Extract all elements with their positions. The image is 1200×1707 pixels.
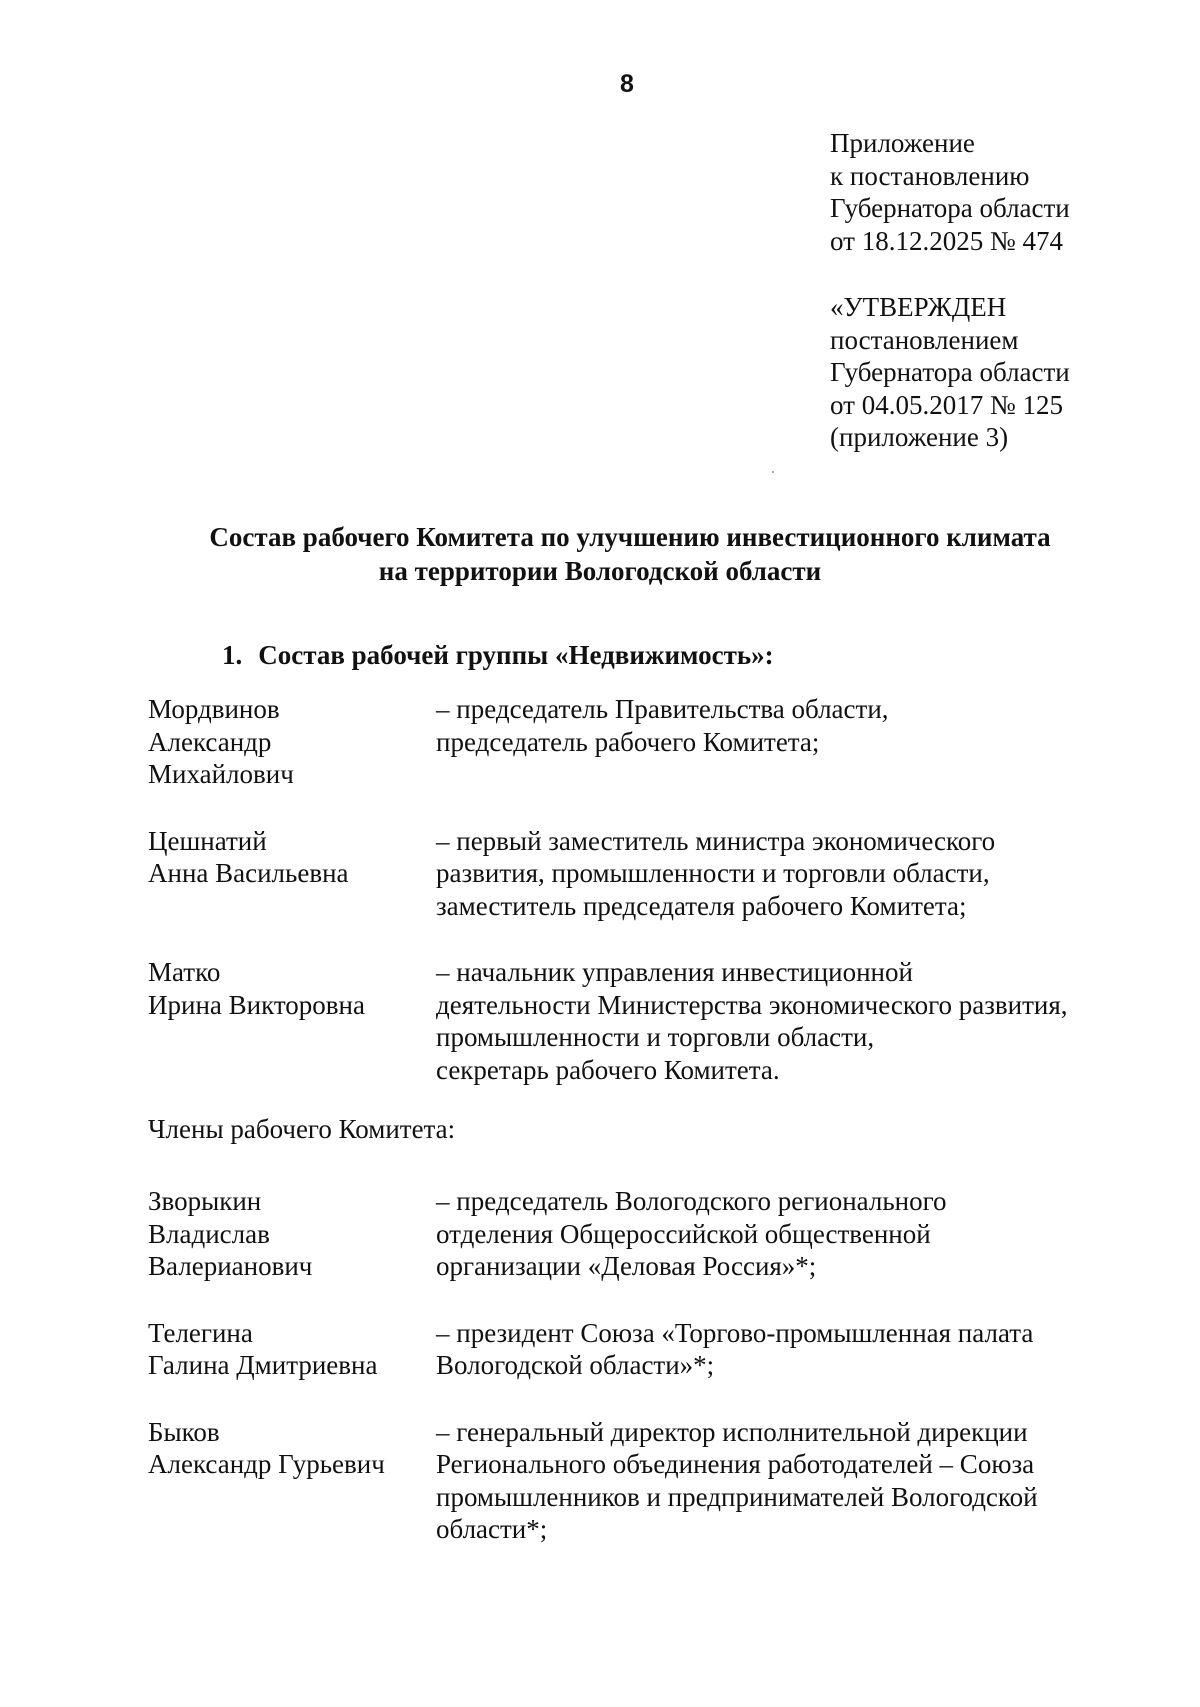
approved-line: Губернатора области bbox=[830, 357, 1070, 387]
name-line: Владислав bbox=[148, 1218, 270, 1249]
members-list bbox=[148, 1185, 1148, 1546]
member-name bbox=[148, 825, 436, 923]
title-line-2: на территории Вологодской области bbox=[378, 556, 822, 586]
list-item bbox=[148, 1185, 1148, 1283]
role-line: – председатель Вологодского регионального bbox=[436, 1186, 947, 1216]
role-line: – первый заместитель министра экономического bbox=[436, 825, 996, 856]
member-role bbox=[436, 1416, 1148, 1546]
name-line: Галина Дмитриевна bbox=[148, 1350, 378, 1380]
section-title: Состав рабочей группы «Недвижимость»: bbox=[258, 640, 774, 670]
role-line: промышленников и предпринимателей Вологодской bbox=[436, 1481, 1038, 1512]
list-item bbox=[148, 825, 1148, 923]
list-item bbox=[148, 956, 1148, 1086]
page-number: 8 bbox=[620, 70, 634, 98]
member-name bbox=[148, 693, 436, 791]
name-line: Ирина Викторовна bbox=[148, 989, 365, 1020]
section-heading bbox=[222, 640, 774, 671]
name-line: Валерианович bbox=[148, 1251, 313, 1281]
scan-speck bbox=[772, 471, 774, 473]
leadership-list bbox=[148, 693, 1148, 1086]
members-label: Члены рабочего Комитета: bbox=[148, 1114, 456, 1144]
role-line: деятельности Министерства экономического развития, bbox=[436, 989, 1068, 1020]
appendix-line: Приложение bbox=[830, 128, 975, 158]
section-number: 1. bbox=[222, 640, 243, 670]
list-item bbox=[148, 693, 1148, 791]
approved-line: от 04.05.2017 № 125 bbox=[830, 389, 1063, 420]
role-line: заместитель председателя рабочего Комитета; bbox=[436, 890, 967, 921]
role-line: Вологодской области»*; bbox=[436, 1350, 715, 1380]
name-line: Зворыкин bbox=[148, 1186, 262, 1216]
appendix-line: Губернатора области bbox=[830, 193, 1070, 223]
role-line: области*; bbox=[436, 1514, 548, 1544]
member-name bbox=[148, 956, 436, 1086]
role-line: Регионального объединения работодателей – Союза bbox=[436, 1449, 1035, 1479]
appendix-header bbox=[830, 127, 1170, 257]
name-line: Матко bbox=[148, 957, 221, 987]
member-role bbox=[436, 1317, 1148, 1382]
member-role bbox=[436, 956, 1148, 1086]
approved-line: постановлением bbox=[830, 324, 1019, 355]
member-role bbox=[436, 1185, 1148, 1283]
approved-header bbox=[830, 291, 1170, 454]
role-line: – председатель Правительства области, bbox=[436, 694, 889, 724]
approved-line: (приложение 3) bbox=[830, 422, 1009, 452]
role-line: – генеральный директор исполнительной дирекции bbox=[436, 1416, 1028, 1447]
list-item bbox=[148, 1317, 1148, 1382]
appendix-line: к постановлению bbox=[830, 160, 1030, 191]
member-name bbox=[148, 1317, 436, 1382]
name-line: Телегина bbox=[148, 1317, 253, 1348]
name-line: Александр bbox=[148, 726, 272, 757]
role-line: секретарь рабочего Комитета. bbox=[436, 1054, 780, 1085]
name-line: Цешнатий bbox=[148, 825, 267, 856]
member-name bbox=[148, 1416, 436, 1546]
document-title bbox=[0, 520, 1200, 588]
name-line: Мордвинов bbox=[148, 694, 280, 724]
member-role bbox=[436, 825, 1148, 923]
appendix-line: от 18.12.2025 № 474 bbox=[830, 225, 1063, 256]
title-line-1: Состав рабочего Комитета по улучшению инвестиционного климата bbox=[209, 522, 1051, 552]
approved-line: «УТВЕРЖДЕН bbox=[830, 292, 1007, 322]
name-line: Анна Васильевна bbox=[148, 858, 349, 888]
role-line: – начальник управления инвестиционной bbox=[436, 957, 913, 987]
role-line: промышленности и торговли области, bbox=[436, 1022, 875, 1052]
name-line: Быков bbox=[148, 1416, 220, 1447]
name-line: Александр Гурьевич bbox=[148, 1449, 385, 1479]
role-line: – президент Союза «Торгово-промышленная палата bbox=[436, 1317, 1034, 1348]
list-item bbox=[148, 1416, 1148, 1546]
member-role bbox=[436, 693, 1148, 791]
role-line: отделения Общероссийской общественной bbox=[436, 1218, 931, 1249]
role-line: развития, промышленности и торговли области, bbox=[436, 858, 990, 888]
role-line: председатель рабочего Комитета; bbox=[436, 726, 820, 757]
member-name bbox=[148, 1185, 436, 1283]
name-line: Михайлович bbox=[148, 759, 294, 789]
role-line: организации «Деловая Россия»*; bbox=[436, 1251, 817, 1281]
